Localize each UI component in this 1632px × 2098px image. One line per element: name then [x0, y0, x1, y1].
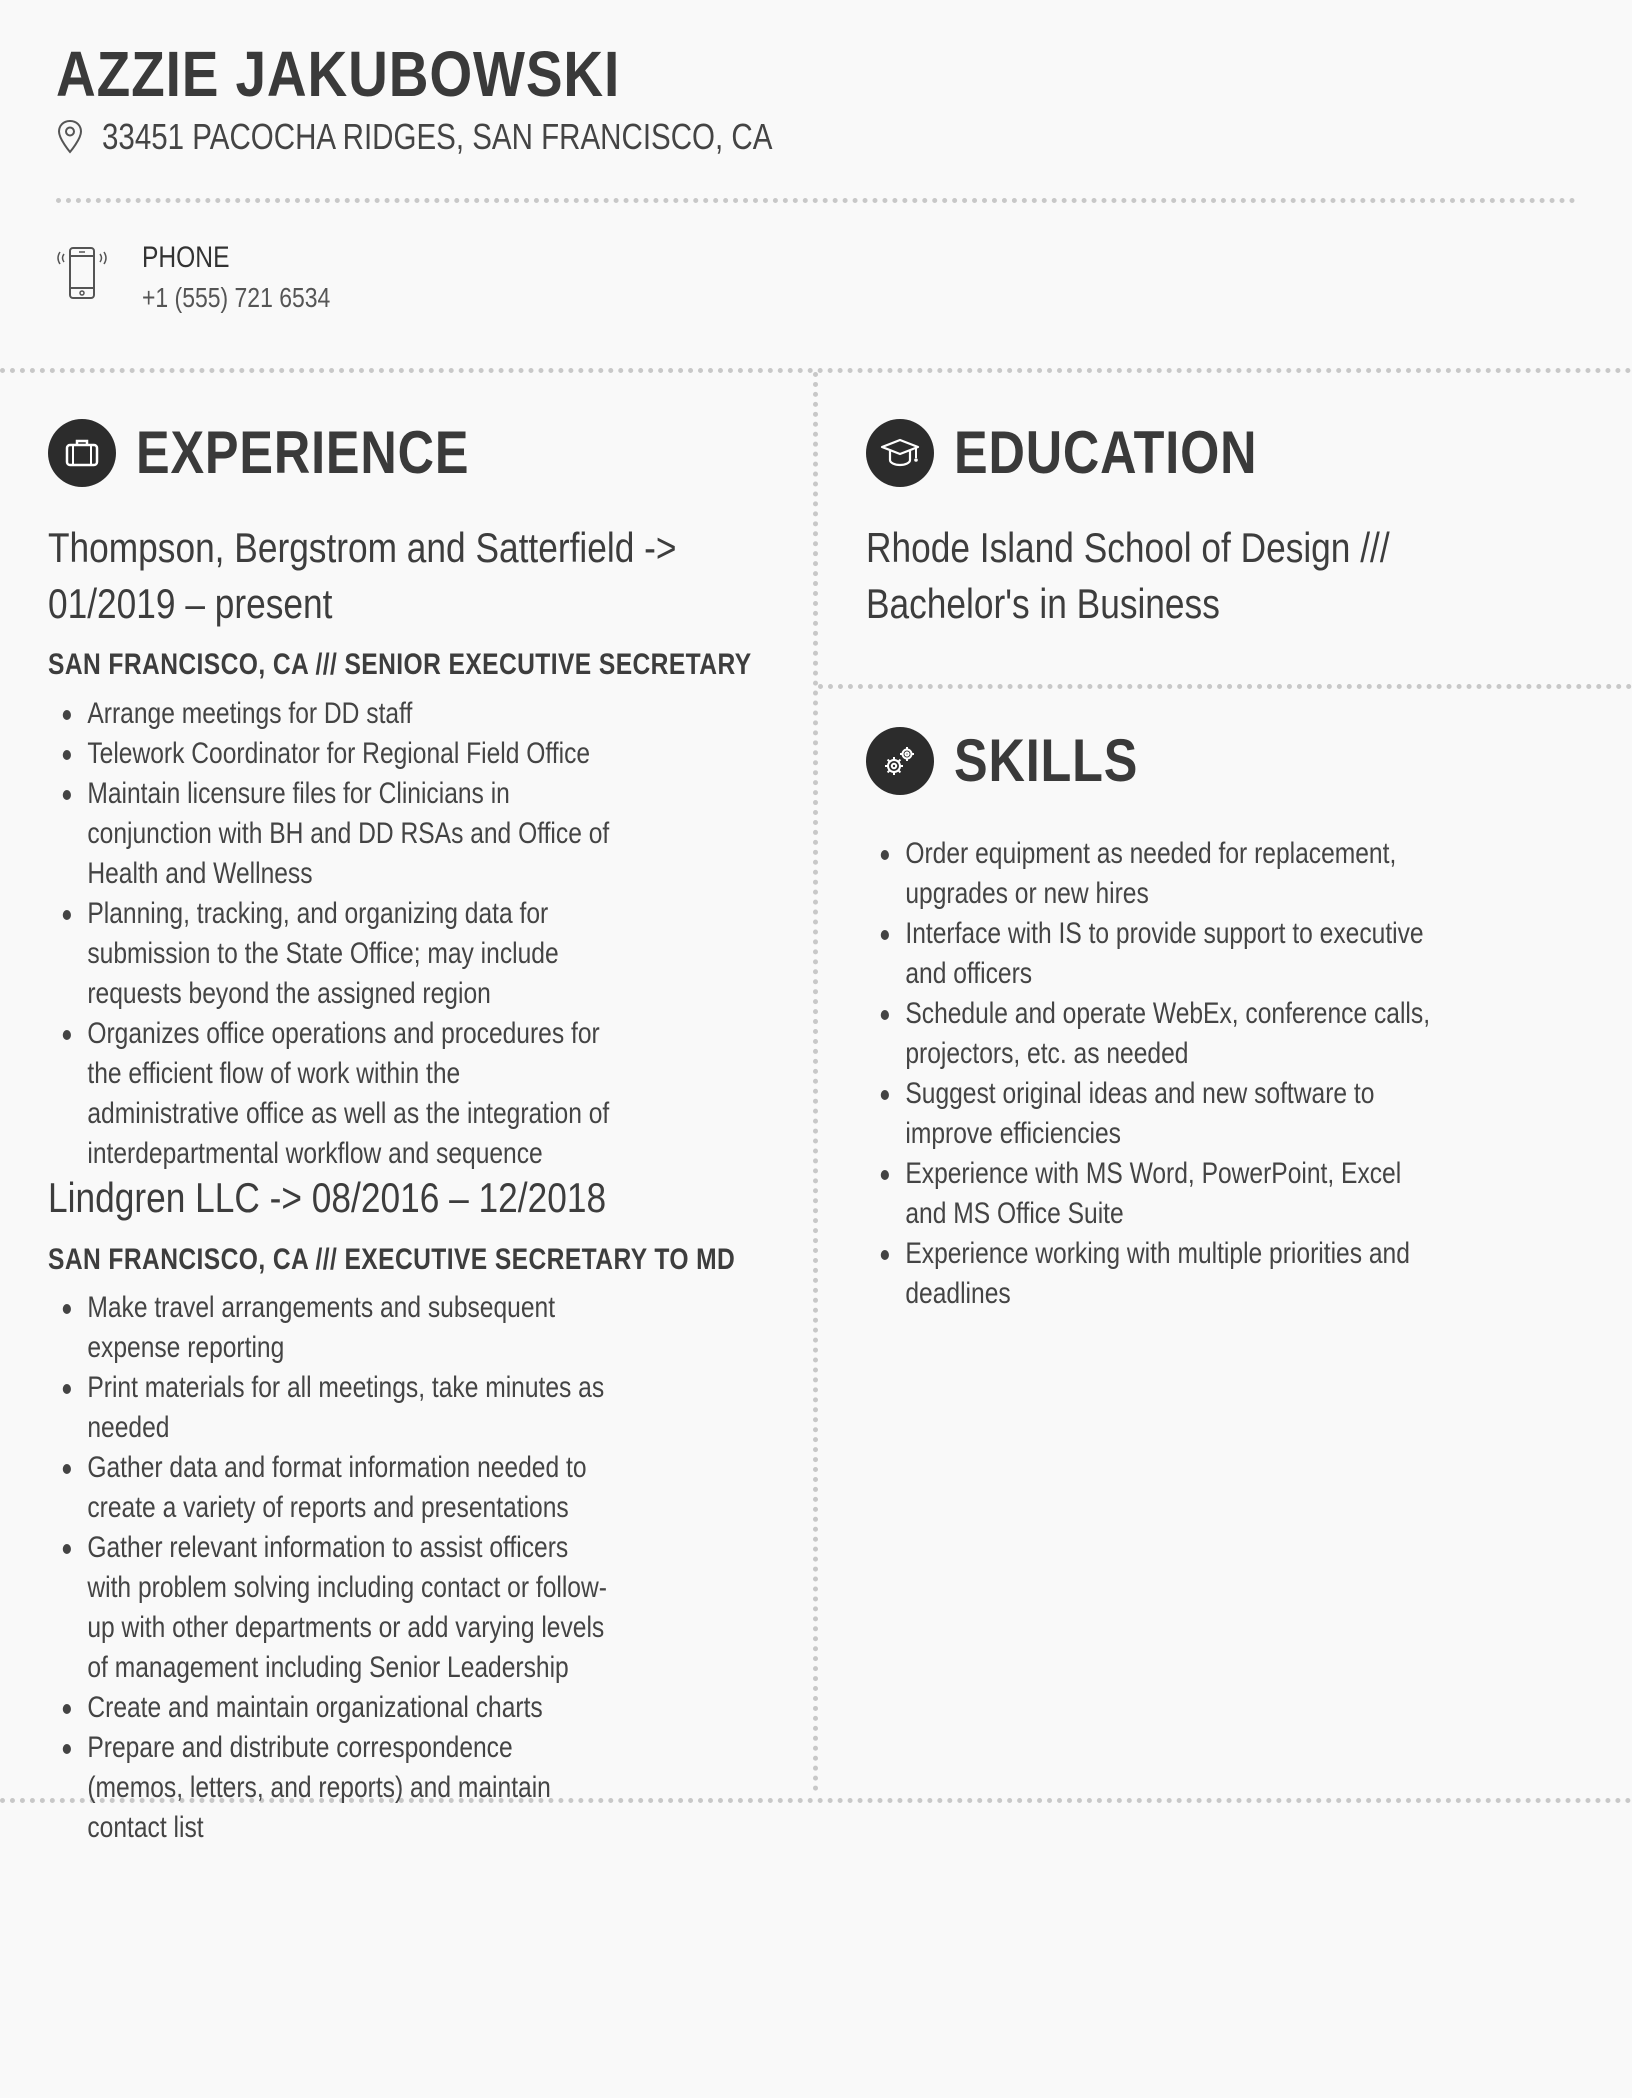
job-2-title: Lindgren LLC -> 08/2016 – 12/2018: [48, 1174, 607, 1221]
map-pin-icon: [56, 119, 84, 155]
education-heading: [866, 418, 1315, 487]
list-item: Arrange meetings for DD staff: [87, 694, 612, 734]
list-item: Schedule and operate WebEx, conference calls, projectors, etc. as needed: [905, 994, 1446, 1074]
contact-text: [142, 240, 372, 314]
experience-title: EXPERIENCE: [136, 419, 470, 486]
list-item: Gather data and format information needed to create a variety of reports and presentations: [87, 1448, 612, 1528]
mobile-phone-icon: [54, 244, 110, 304]
gears-icon: [866, 727, 934, 795]
list-item: Interface with IS to provide support to executive and officers: [905, 914, 1446, 994]
address-row: [56, 116, 1576, 158]
list-item: Experience working with multiple priorities and deadlines: [905, 1234, 1446, 1314]
list-item: Order equipment as needed for replacement, upgrades or new hires: [905, 834, 1446, 914]
list-item: Experience with MS Word, PowerPoint, Excel and MS Office Suite: [905, 1154, 1446, 1234]
experience-heading: [48, 418, 533, 487]
skills-heading: [866, 726, 1173, 795]
job-1-title: Thompson, Bergstrom and Satterfield -> 01/2019 – present: [48, 524, 677, 627]
contact-phone: [54, 240, 372, 314]
phone-value: +1 (555) 721 6534: [142, 282, 331, 313]
list-item: Prepare and distribute correspondence (memos, letters, and reports) and maintain contact list: [87, 1728, 612, 1848]
resume-header: [56, 36, 1576, 158]
list-item: Maintain licensure files for Clinicians in conjunction with BH and DD RSAs and Office of Health and Wellness: [87, 774, 612, 894]
candidate-name: AZZIE JAKUBOWSKI: [56, 38, 621, 110]
list-item: Organizes office operations and procedures for the efficient flow of work within the administrative office as well as the integration of interdepartmental workflow and sequence: [87, 1014, 612, 1174]
list-item: Planning, tracking, and organizing data for submission to the State Office; may include requests beyond the assigned region: [87, 894, 612, 1014]
address-text: 33451 PACOCHA RIDGES, SAN FRANCISCO, CA: [102, 116, 773, 157]
job-1-bullets: [48, 694, 612, 1174]
column-divider: [813, 372, 818, 1792]
education-entry: Rhode Island School of Design /// Bachelor's in Business: [866, 524, 1390, 627]
header-divider: [56, 198, 1576, 203]
job-2-bullets: [48, 1288, 612, 1848]
phone-label: PHONE: [142, 241, 230, 274]
list-item: Suggest original ideas and new software to improve efficiencies: [905, 1074, 1446, 1154]
job-1-subtitle: SAN FRANCISCO, CA /// SENIOR EXECUTIVE SECRETARY: [48, 648, 752, 681]
job-2-subtitle: SAN FRANCISCO, CA /// EXECUTIVE SECRETARY TO MD: [48, 1243, 736, 1276]
list-item: Make travel arrangements and subsequent expense reporting: [87, 1288, 612, 1368]
briefcase-icon: [48, 419, 116, 487]
list-item: Gather relevant information to assist officers with problem solving including contact or follow-up with other departments or add varying levels of management including Senior Leadership: [87, 1528, 612, 1688]
skills-title: SKILLS: [954, 727, 1139, 794]
list-item: Print materials for all meetings, take minutes as needed: [87, 1368, 612, 1448]
graduation-cap-icon: [866, 419, 934, 487]
education-title: EDUCATION: [954, 419, 1258, 486]
education-skills-divider: [818, 684, 1632, 689]
skills-list: [866, 834, 1447, 1314]
list-item: Create and maintain organizational charts: [87, 1688, 612, 1728]
list-item: Telework Coordinator for Regional Field Office: [87, 734, 612, 774]
